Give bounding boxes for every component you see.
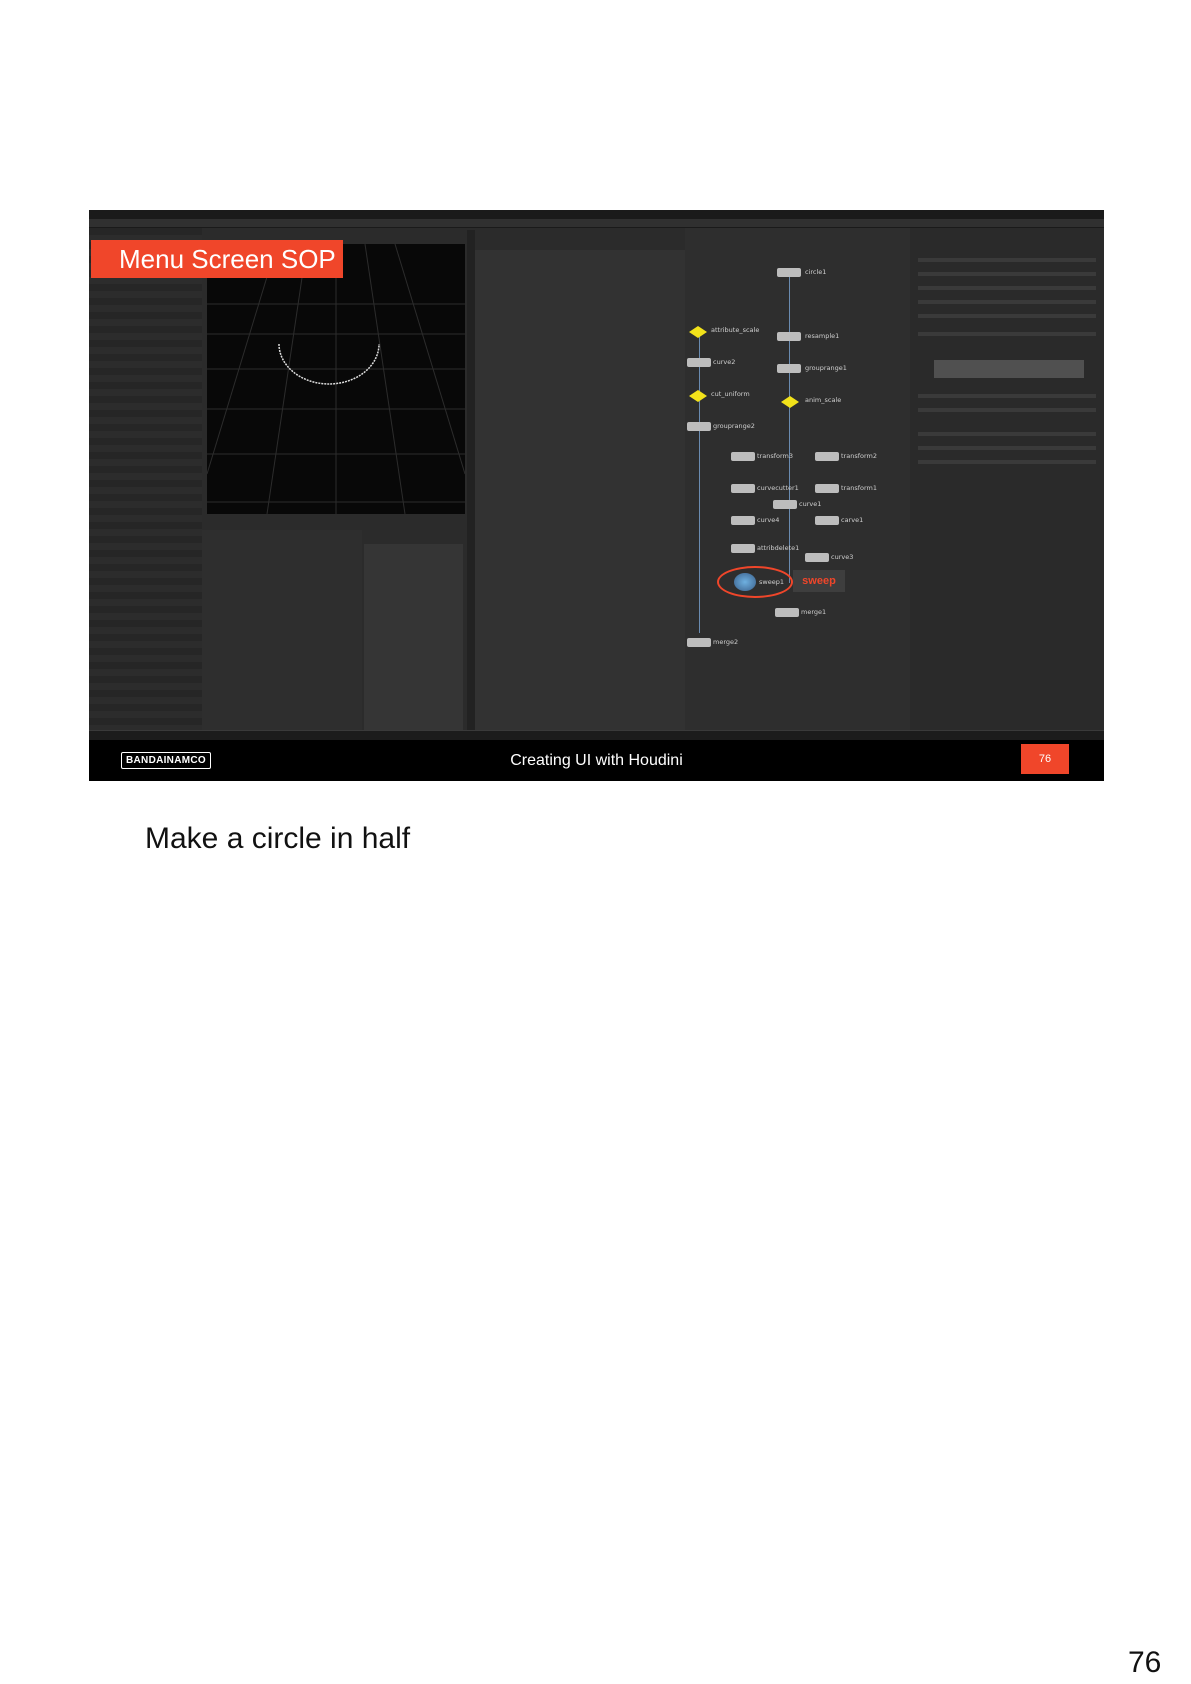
viewport-grid bbox=[207, 244, 465, 514]
solaris-pane[interactable] bbox=[475, 250, 685, 740]
node-grouprange1[interactable] bbox=[777, 364, 801, 373]
node-label: curve3 bbox=[831, 553, 854, 561]
node-resample1[interactable] bbox=[777, 332, 801, 341]
param-row[interactable] bbox=[918, 258, 1096, 262]
network-pane-tabs[interactable] bbox=[685, 219, 910, 228]
bandainamco-logo: BANDAINAMCO bbox=[121, 752, 211, 769]
node-label: cut_uniform bbox=[711, 390, 750, 398]
node-cut-uniform[interactable] bbox=[689, 390, 707, 402]
param-row[interactable] bbox=[918, 446, 1096, 450]
parameter-editor[interactable] bbox=[910, 228, 1104, 740]
ramp-widget[interactable] bbox=[934, 360, 1084, 378]
half-circle-curve bbox=[279, 344, 379, 384]
menu-screen-sop-banner: Menu Screen SOP bbox=[91, 240, 343, 278]
node-label: transform1 bbox=[841, 484, 878, 492]
left-pane-tabs[interactable] bbox=[89, 219, 475, 228]
node-label: carve1 bbox=[841, 516, 864, 524]
param-row[interactable] bbox=[918, 314, 1096, 318]
viewport-toolbar[interactable] bbox=[467, 230, 475, 740]
node-curve1[interactable] bbox=[773, 500, 797, 509]
node-label: resample1 bbox=[805, 332, 840, 340]
param-row[interactable] bbox=[918, 272, 1096, 276]
node-label: curve2 bbox=[713, 358, 736, 366]
node-label: curvecutter1 bbox=[757, 484, 799, 492]
node-label: transform2 bbox=[841, 452, 878, 460]
param-row[interactable] bbox=[918, 332, 1096, 336]
node-label: grouprange2 bbox=[713, 422, 755, 430]
scene-viewport[interactable] bbox=[207, 244, 465, 514]
wire-left bbox=[699, 333, 700, 633]
node-circle1[interactable] bbox=[777, 268, 801, 277]
houdini-menubar[interactable] bbox=[89, 210, 1104, 219]
page-number: 76 bbox=[1128, 1646, 1162, 1679]
node-label: circle1 bbox=[805, 268, 827, 276]
node-label: transform3 bbox=[757, 452, 794, 460]
node-label: merge1 bbox=[801, 608, 827, 616]
footer-title: Creating UI with Houdini bbox=[510, 752, 683, 769]
param-row[interactable] bbox=[918, 408, 1096, 412]
node-label: curve1 bbox=[799, 500, 822, 508]
node-transform2[interactable] bbox=[815, 452, 839, 461]
param-row[interactable] bbox=[918, 460, 1096, 464]
node-merge1[interactable] bbox=[775, 608, 799, 617]
help-panel bbox=[364, 544, 463, 740]
node-carve1[interactable] bbox=[815, 516, 839, 525]
scene-tree-panel[interactable] bbox=[89, 228, 202, 740]
node-transform1[interactable] bbox=[815, 484, 839, 493]
sweep-callout: sweep bbox=[793, 570, 845, 592]
node-curve2[interactable] bbox=[687, 358, 711, 367]
node-attribute-scale[interactable] bbox=[689, 326, 707, 338]
node-label: attribute_scale bbox=[711, 326, 760, 334]
node-transform3[interactable] bbox=[731, 452, 755, 461]
node-label: curve4 bbox=[757, 516, 780, 524]
param-row[interactable] bbox=[918, 300, 1096, 304]
sweep-highlight-ring bbox=[717, 566, 793, 598]
node-label: grouprange1 bbox=[805, 364, 847, 372]
node-curve3[interactable] bbox=[805, 553, 829, 562]
node-curve4[interactable] bbox=[731, 516, 755, 525]
node-anim-scale[interactable] bbox=[781, 396, 799, 408]
node-label: sweep1 bbox=[759, 578, 784, 586]
params-pane-tabs[interactable] bbox=[910, 219, 1104, 228]
slide-caption: Make a circle in half bbox=[145, 822, 411, 855]
slide-footer bbox=[89, 740, 1104, 781]
node-attribdelete1[interactable] bbox=[731, 544, 755, 553]
node-curvecutter1[interactable] bbox=[731, 484, 755, 493]
wire-main bbox=[789, 273, 790, 583]
node-label: merge2 bbox=[713, 638, 739, 646]
network-editor[interactable] bbox=[685, 228, 910, 740]
houdini-window bbox=[89, 210, 1104, 740]
node-grouprange2[interactable] bbox=[687, 422, 711, 431]
param-row[interactable] bbox=[918, 432, 1096, 436]
solaris-pane-tabs[interactable] bbox=[475, 219, 685, 228]
node-label: anim_scale bbox=[805, 396, 842, 404]
param-row[interactable] bbox=[918, 286, 1096, 290]
geometry-spreadsheet[interactable] bbox=[202, 530, 362, 740]
param-row[interactable] bbox=[918, 394, 1096, 398]
node-label: attribdelete1 bbox=[757, 544, 800, 552]
node-merge2[interactable] bbox=[687, 638, 711, 647]
slide-screenshot bbox=[89, 210, 1104, 781]
footer-page-badge: 76 bbox=[1021, 744, 1069, 774]
